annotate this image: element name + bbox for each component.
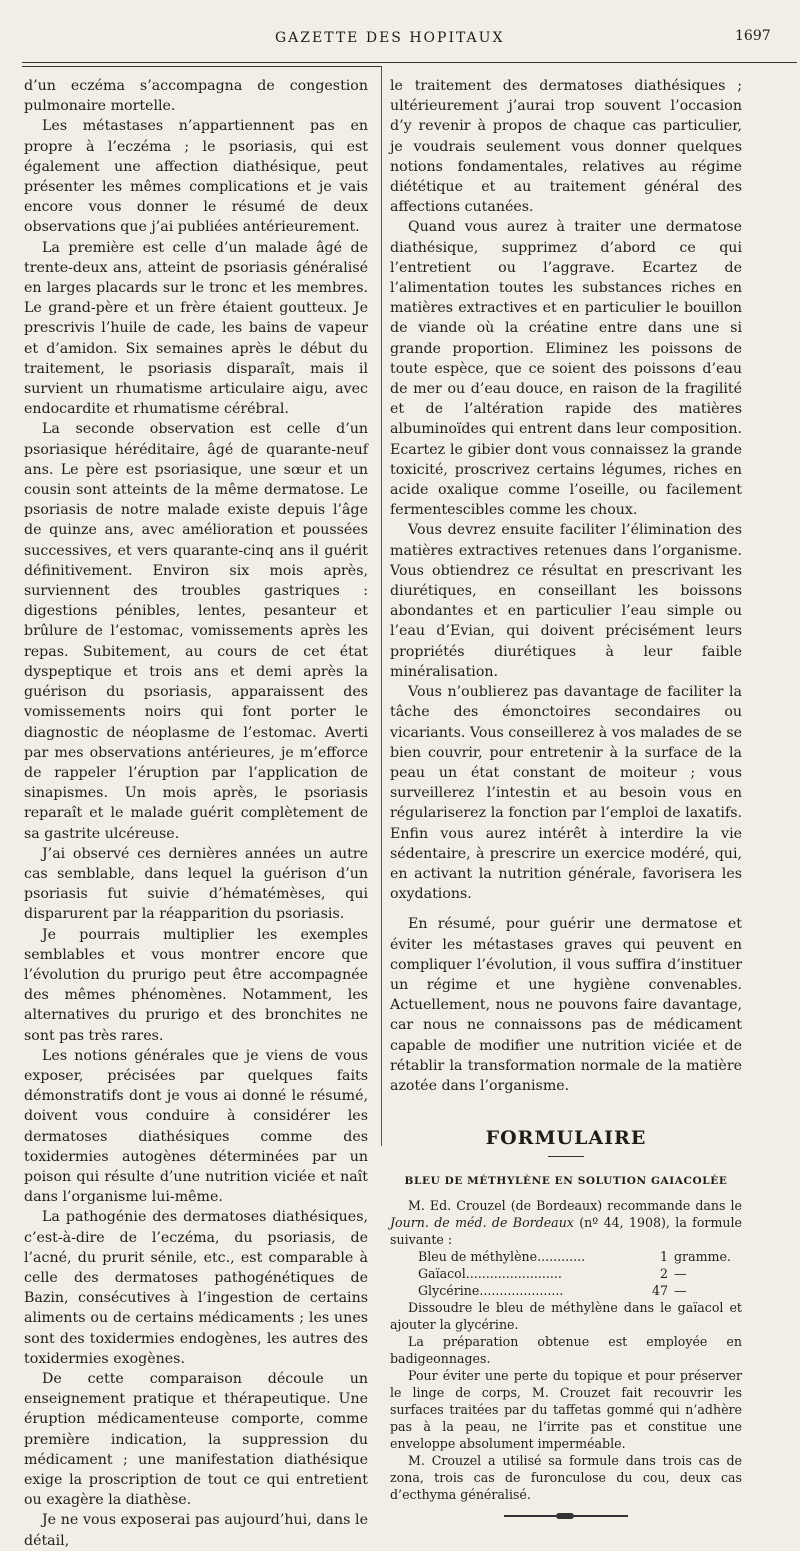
recipe-list xyxy=(418,1248,742,1299)
formulaire-paragraphs xyxy=(390,1299,742,1503)
journal-reference: Journ. de méd. de Bordeaux xyxy=(390,1215,574,1231)
page-number: 1697 xyxy=(735,28,771,44)
formulaire-paragraph: Dissoudre le bleu de méthylène dans le gaïacol et ajouter la glycérine. xyxy=(390,1300,742,1333)
paragraph: Vous devrez ensuite faciliter l’élimination des matières extractives retenues dans l’organisme. Vous obtiendrez ce résultat en prescrivant les diurétiques, en conseillant les boissons abondantes et en particulier l’eau simple ou l’eau d’Evian, qui doivent précisément leurs propriétés diurétiques à leur faible minéralisation. xyxy=(390,522,742,680)
recipe-row xyxy=(418,1282,742,1299)
formulaire-title: FORMULAIRE xyxy=(485,1127,647,1150)
formulaire-intro: M. Ed. Crouzel (de Bordeaux) recommande dans le Journ. de méd. de Bordeaux (nº 44, 1908), la formule suivante : xyxy=(390,1198,742,1248)
paragraph: Vous n’oublierez pas davantage de faciliter la tâche des émonctoires secondaires ou vicariants. Vous conseillerez à vos malades de se bien couvrir, pour entretenir à la surface de la peau un état constant de moiteur ; vous surveillerez l’intestin et au besoin vous en régulariserez la fonction par l’emploi de laxatifs. Enfin vous aurez intérêt à interdire la vie sédentaire, à prescrire un exercice modéré, qui, en activant la nutrition générale, favorisera les oxydations. xyxy=(390,684,742,903)
ingredient-unit: — xyxy=(674,1266,687,1282)
ingredient-name: Gaïacol........................ xyxy=(418,1266,562,1282)
formulaire-paragraph: La préparation obtenue est employée en badigeonnages. xyxy=(390,1334,742,1367)
paragraph: En résumé, pour guérir une dermatose et éviter les métastases graves qui peuvent en compliquer l’évolution, il vous suffira d’instituer un régime et une hygiène convenables. Actuellement, nous ne pouvons faire davantage, car nous ne connaissons pas de médicament capable de modifier une nutrition viciée et de rétablir la transformation normale de la matière azotée dans l’organisme. xyxy=(390,916,742,1094)
ingredient-name: Bleu de méthylène............ xyxy=(418,1249,586,1265)
paragraph: Je ne vous exposerai pas aujourd’hui, dans le détail, xyxy=(24,1512,368,1549)
journal-title: GAZETTE DES HOPITAUX xyxy=(275,30,505,46)
formulaire-body xyxy=(390,1197,742,1503)
page-header xyxy=(0,30,800,54)
ingredient-unit: — xyxy=(674,1283,687,1299)
column-separator xyxy=(381,66,382,1146)
formulaire-paragraph: Pour éviter une perte du topique et pour préserver le linge de corps, M. Crouzet fait recouvrir les surfaces traitées par du taffetas gommé qui n’adhère pas à la peau, ne l’irrite pas et constitue une enveloppe absolument imperméable. xyxy=(390,1368,742,1452)
recipe-row xyxy=(418,1248,742,1265)
header-rule-double xyxy=(22,66,382,67)
paragraph: La première est celle d’un malade âgé de trente-deux ans, atteint de psoriasis généralisé en larges placards sur le tronc et les membres. Le grand-père et un frère étaient goutteux. Je prescrivis l’huile de cade, les bains de vapeur et d’amidon. Six semaines après le début du traitement, le psoriasis disparaît, mais il survient un rhumatisme articulaire aigu, avec endocardite et rhumatisme cérébral. xyxy=(24,239,368,418)
formulaire-subtitle: BLEU DE MÉTHYLÈNE EN SOLUTION GAIACOLÉE xyxy=(404,1175,728,1188)
ingredient-unit: gramme. xyxy=(674,1249,731,1265)
end-ornament xyxy=(504,1515,628,1517)
paragraph: Je pourrais multiplier les exemples semblables et vous montrer encore que l’évolution du prurigo peut être accompagnée des mêmes phénomènes. Notamment, les alternatives du prurigo et des bronchites ne sont pas très rares. xyxy=(24,926,368,1044)
ingredient-quantity: 2 xyxy=(659,1266,668,1282)
left-column xyxy=(24,76,368,1551)
header-rule xyxy=(22,62,797,63)
paragraph: d’un eczéma s’accompagna de congestion pulmonaire mortelle. xyxy=(24,78,368,115)
paragraph: La pathogénie des dermatoses diathésiques, c’est-à-dire de l’eczéma, du psoriasis, de l’acné, du prurit sénile, etc., est comparable à celle des dermatoses pathogénétiques de Bazin, consécutives à l’ingestion de certains aliments ou de certains médicaments ; les unes sont des toxidermies endogènes, les autres des toxidermies exogènes. xyxy=(24,1209,368,1367)
paragraph: le traitement des dermatoses diathésiques ; ultérieurement j’aurai trop souvent l’occasion d’y revenir à propos de chaque cas particulier, je voudrais seulement vous donner quelques notions fondamentales, relatives au régime diététique et au traitement général des affections cutanées. xyxy=(390,78,742,216)
paragraph: Les métastases n’appartiennent pas en propre à l’eczéma ; le psoriasis, qui est également une affection diathésique, peut présenter les mêmes complications et je vais encore vous donner le résumé de deux observations que j’ai publiées antérieurement. xyxy=(24,118,368,236)
right-column-text xyxy=(390,76,742,1096)
right-column xyxy=(390,76,742,1517)
paragraph: De cette comparaison découle un enseignement pratique et thérapeutique. Une éruption médicamenteuse comporte, comme première indication, la suppression du médicament ; une manifestation diathésique exige la proscription de tout ce qui entretient ou exagère la diathèse. xyxy=(24,1371,368,1509)
paragraph: Quand vous aurez à traiter une dermatose diathésique, supprimez d’abord ce qui l’entretient ou l’aggrave. Ecartez de l’alimentation toutes les substances riches en matières extractives et en particulier le bouillon de viande où la créatine entre dans une si grande proportion. Eliminez les poissons de toute espèce, que ce soient des poissons d’eau de mer ou d’eau douce, en raison de la fragilité et de l’altération rapide des matières albuminoïdes qui entrent dans leur composition. Ecartez le gibier dont vous connaissez la grande toxicité, proscrivez certains légumes, riches en acide oxalique comme l’oseille, ou facilement fermentescibles comme les choux. xyxy=(390,219,742,519)
paragraph: La seconde observation est celle d’un psoriasique héréditaire, âgé de quarante-neuf ans. Le père est psoriasique, une sœur et un cousin sont atteints de la même dermatose. Le psoriasis de notre malade existe depuis l’âge de quinze ans, avec amélioration et poussées successives, et vers quarante-cinq ans il guérit définitivement. Environ six mois après, surviennent des troubles gastriques : digestions pénibles, lentes, pesanteur et brûlure de l’estomac, vomissements après les repas. Subitement, au cours de cet état dyspeptique et trois ans et demi après la guérison du psoriasis, apparaissent des vomissements noirs qui font porter le diagnostic de néoplasme de l’estomac. Averti par mes observations antérieures, je m’efforce de rappeler l’éruption par l’application de sinapismes. Un mois après, le psoriasis reparaît et le malade guérit complètement de sa gastrite ulcéreuse. xyxy=(24,421,368,842)
paragraph: J’ai observé ces dernières années un autre cas semblable, dans lequel la guérison d’un psoriasis fut suivie d’hématémèses, qui disparurent par la réapparition du psoriasis. xyxy=(24,845,368,923)
recipe-row xyxy=(418,1265,742,1282)
paragraph: Les notions générales que je viens de vous exposer, précisées par quelques faits démonstratifs dont je vous ai donné le résumé, doivent vous conduire à considérer les dermatoses diathésiques comme des toxidermies autogènes déterminées par un poison qui résulte d’une nutrition viciée et naît dans l’organisme lui-même. xyxy=(24,1047,368,1206)
ingredient-quantity: 1 xyxy=(659,1249,668,1265)
formulaire-paragraph: M. Crouzel a utilisé sa formule dans trois cas de zona, trois cas de furonculose du cou, deux cas d’ecthyma généralisé. xyxy=(390,1453,742,1503)
ingredient-quantity: 47 xyxy=(651,1283,668,1299)
ingredient-name: Glycérine..................... xyxy=(418,1283,564,1299)
formulaire-rule xyxy=(548,1156,584,1157)
